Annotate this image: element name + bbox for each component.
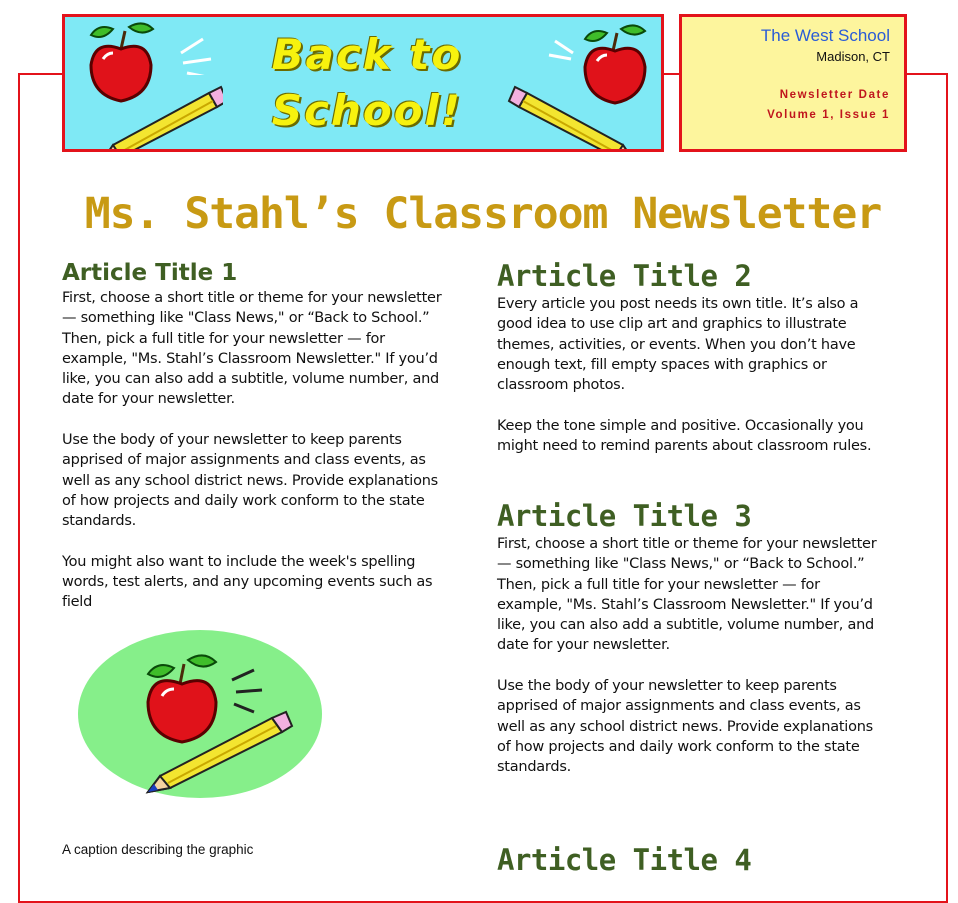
article-2 <box>497 258 889 477</box>
article-4 <box>497 842 889 878</box>
article-paragraph: Every article you post needs its own title. It’s also a good idea to use clip art and graphics to illustrate themes, activities, or events. When you don’t have enough text, fill empty spaces with graphics or classroom photos. <box>497 296 859 394</box>
back-to-school-banner <box>62 14 664 152</box>
apple-icon <box>585 25 645 103</box>
apple-pencil-right-clipart <box>495 21 663 152</box>
article-title: Article Title 2 <box>497 259 752 293</box>
article-title: Article Title 1 <box>62 260 238 286</box>
article-paragraph: Use the body of your newsletter to keep parents apprised of major assignments and class events, as well as any school district news. Provide explanations of how projects and daily work conform to the state standards. <box>62 432 438 530</box>
article-1 <box>62 258 454 633</box>
apple-pencil-clipart <box>76 630 326 798</box>
article-title: Article Title 3 <box>497 499 752 533</box>
article-title: Article Title 4 <box>497 843 752 877</box>
article-paragraph: You might also want to include the week's spelling words, test alerts, and any upcoming events such as field <box>62 553 433 611</box>
school-info-box <box>679 14 907 152</box>
banner-line-2: School! <box>271 86 463 135</box>
newsletter-volume: Volume 1, Issue 1 <box>767 109 890 121</box>
article-paragraph: Keep the tone simple and positive. Occasionally you might need to remind parents about classroom rules. <box>497 417 872 455</box>
newsletter-title: Ms. Stahl’s Classroom Newsletter <box>84 189 882 239</box>
article-paragraph: Use the body of your newsletter to keep parents apprised of major assignments and class events, as well as any school district news. Provide explanations of how projects and daily work conform to the state standards. <box>497 678 873 776</box>
article-paragraph: First, choose a short title or theme for your newsletter — something like "Class News," or “Back to School.” Then, pick a full title for your newsletter — for example, "Ms. Stahl’s Classroom Newsletter." If you’d like, you can also add a subtitle, volume number, and date for your newsletter. <box>497 536 877 654</box>
newsletter-date: Newsletter Date <box>779 89 890 101</box>
school-name: The West School <box>760 26 890 45</box>
banner-line-1: Back to <box>271 30 463 79</box>
sparkle-lines-icon <box>549 41 573 59</box>
school-location: Madison, CT <box>816 49 890 64</box>
graphic-caption: A caption describing the graphic <box>62 842 254 857</box>
article-paragraph: First, choose a short title or theme for your newsletter — something like "Class News," or “Back to School.” Then, pick a full title for your newsletter — for example, "Ms. Stahl’s Classroom Newsletter." If you’d like, you can also add a subtitle, volume number, and date for your newsletter. <box>62 290 442 408</box>
article-3 <box>497 498 882 798</box>
